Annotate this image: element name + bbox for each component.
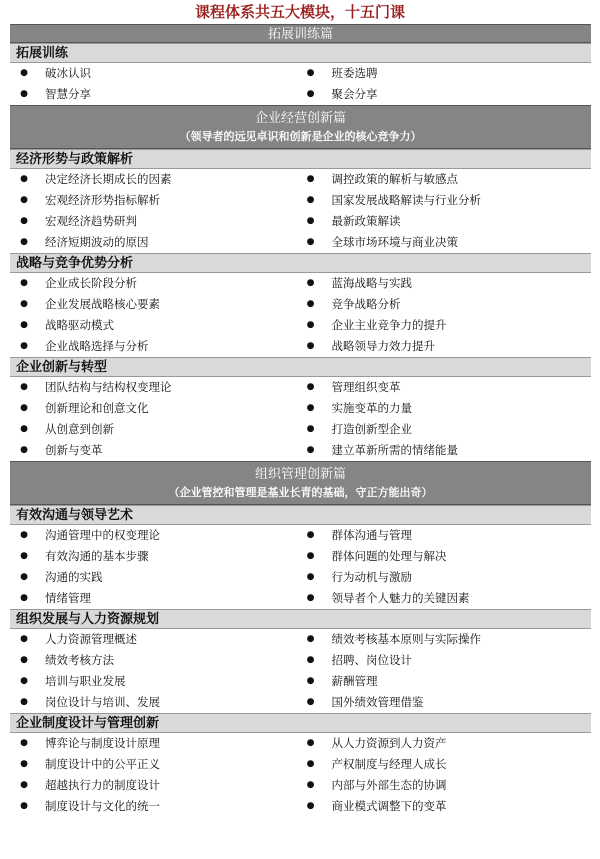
bullet-icon: ● — [306, 89, 315, 99]
course-document — [10, 24, 591, 817]
section-title: 组织管理创新篇 — [254, 467, 346, 482]
course-item-label: 领导者个人魅力的关键因素 — [331, 591, 470, 605]
course-item-label: 管理组织变革 — [331, 380, 401, 394]
bullet-icon: ● — [20, 382, 28, 392]
bullet-icon: ● — [306, 216, 315, 226]
course-item-label: 有效沟通的基本步骤 — [45, 549, 149, 563]
course-item — [10, 336, 301, 357]
course-item-label: 产权制度与经理人成长 — [331, 757, 447, 771]
course-item — [10, 211, 301, 232]
bullet-icon: ● — [306, 738, 315, 748]
bullet-icon: ● — [20, 634, 28, 644]
course-item-label: 绩效考核基本原则与实际操作 — [331, 632, 481, 646]
course-item-label: 团队结构与结构权变理论 — [45, 380, 172, 394]
course-item-label: 招聘、岗位设计 — [331, 653, 412, 667]
bullet-icon: ● — [306, 551, 315, 561]
course-item — [10, 692, 301, 713]
section-title: 企业经营创新篇 — [254, 111, 346, 126]
course-item — [10, 796, 301, 817]
module-item-list — [10, 629, 591, 713]
course-item-label: 战略驱动模式 — [45, 318, 114, 332]
course-item-label: 决定经济长期成长的因素 — [45, 172, 172, 186]
course-item-label: 情绪管理 — [45, 591, 91, 605]
bullet-icon: ● — [20, 551, 28, 561]
course-item — [10, 671, 301, 692]
course-item — [301, 567, 592, 588]
bullet-icon: ● — [306, 68, 315, 78]
course-item — [301, 419, 592, 440]
course-item — [10, 190, 301, 211]
course-item — [301, 211, 592, 232]
module-item-list — [10, 733, 591, 817]
module-item-list — [10, 169, 591, 253]
course-item — [10, 169, 301, 190]
bullet-icon: ● — [306, 530, 315, 540]
course-item-label: 制度设计与文化的统一 — [45, 799, 160, 813]
bullet-icon: ● — [306, 278, 315, 288]
course-item-label: 班委选聘 — [331, 66, 378, 80]
course-item — [301, 671, 592, 692]
course-item-label: 建立革新所需的情绪能量 — [331, 443, 458, 457]
module-item-list — [10, 377, 591, 461]
course-item — [10, 273, 301, 294]
course-item-label: 国家发展战略解读与行业分析 — [331, 193, 481, 207]
course-item — [10, 232, 301, 253]
course-item — [301, 315, 592, 336]
course-item-label: 创新理论和创意文化 — [45, 401, 149, 415]
course-item-label: 打造创新型企业 — [331, 422, 412, 436]
course-item-label: 宏观经济形势指标解析 — [45, 193, 160, 207]
course-item — [10, 567, 301, 588]
course-item-label: 群体问题的处理与解决 — [331, 549, 447, 563]
module-item-list — [10, 273, 591, 357]
bullet-icon: ● — [20, 403, 28, 413]
course-item-label: 蓝海战略与实践 — [331, 276, 412, 290]
course-item — [10, 315, 301, 336]
bullet-icon: ● — [20, 89, 28, 99]
course-item-label: 最新政策解读 — [331, 214, 401, 228]
module-item-list — [10, 525, 591, 609]
course-item — [301, 588, 592, 609]
course-item — [301, 84, 592, 105]
course-item-label: 调控政策的解析与敏感点 — [331, 172, 458, 186]
course-item-label: 行为动机与激励 — [331, 570, 412, 584]
bullet-icon: ● — [306, 593, 315, 603]
section-banner — [10, 461, 591, 505]
bullet-icon: ● — [20, 759, 28, 769]
course-item-label: 岗位设计与培训、发展 — [45, 695, 160, 709]
course-item-label: 企业发展战略核心要素 — [45, 297, 160, 311]
course-item — [301, 273, 592, 294]
course-item — [301, 190, 592, 211]
bullet-icon: ● — [20, 593, 28, 603]
bullet-icon: ● — [306, 697, 315, 707]
bullet-icon: ● — [306, 237, 315, 247]
course-item-label: 全球市场环境与商业决策 — [331, 235, 458, 249]
course-item-label: 企业成长阶段分析 — [45, 276, 137, 290]
bullet-icon: ● — [20, 174, 28, 184]
bullet-icon: ● — [20, 237, 28, 247]
course-item-label: 从人力资源到人力资产 — [331, 736, 447, 750]
course-item — [10, 294, 301, 315]
course-item — [301, 398, 592, 419]
course-item-label: 创新与变革 — [45, 443, 103, 457]
course-item — [10, 419, 301, 440]
bullet-icon: ● — [20, 341, 28, 351]
course-item — [301, 546, 592, 567]
course-item-label: 企业主业竞争力的提升 — [331, 318, 447, 332]
course-item-label: 薪酬管理 — [331, 674, 378, 688]
course-item-label: 人力资源管理概述 — [45, 632, 137, 646]
section-banner — [10, 24, 591, 43]
course-item — [10, 754, 301, 775]
bullet-icon: ● — [20, 320, 28, 330]
course-item-label: 破冰认识 — [45, 66, 91, 80]
bullet-icon: ● — [306, 382, 315, 392]
course-item-label: 从创意到创新 — [45, 422, 114, 436]
bullet-icon: ● — [20, 278, 28, 288]
bullet-icon: ● — [306, 341, 315, 351]
bullet-icon: ● — [306, 759, 315, 769]
bullet-icon: ● — [306, 195, 315, 205]
course-item-label: 超越执行力的制度设计 — [45, 778, 160, 792]
module-header: 战略与竞争优势分析 — [10, 253, 591, 273]
bullet-icon: ● — [306, 780, 315, 790]
bullet-icon: ● — [20, 738, 28, 748]
module-header: 有效沟通与领导艺术 — [10, 505, 591, 525]
course-item — [301, 796, 592, 817]
course-item — [301, 733, 592, 754]
course-item — [301, 650, 592, 671]
section-banner — [10, 105, 591, 149]
bullet-icon: ● — [20, 299, 28, 309]
course-item — [10, 440, 301, 461]
section-subtitle: （企业管控和管理是基业长青的基础，守正方能出奇） — [168, 486, 433, 499]
course-item-label: 经济短期波动的原因 — [45, 235, 149, 249]
bullet-icon: ● — [306, 655, 315, 665]
course-item — [10, 377, 301, 398]
module-header: 企业创新与转型 — [10, 357, 591, 377]
bullet-icon: ● — [20, 801, 28, 811]
bullet-icon: ● — [20, 676, 28, 686]
course-item-label: 制度设计中的公平正义 — [45, 757, 160, 771]
bullet-icon: ● — [306, 801, 315, 811]
course-item — [301, 294, 592, 315]
course-item — [301, 440, 592, 461]
course-item — [10, 63, 301, 84]
course-item-label: 聚会分享 — [331, 87, 378, 101]
course-item-label: 培训与职业发展 — [45, 674, 126, 688]
bullet-icon: ● — [306, 634, 315, 644]
course-item — [10, 84, 301, 105]
course-item-label: 战略领导力效力提升 — [331, 339, 435, 353]
course-item-label: 宏观经济趋势研判 — [45, 214, 137, 228]
course-item-label: 国外绩效管理借鉴 — [331, 695, 424, 709]
bullet-icon: ● — [306, 424, 315, 434]
section-title: 拓展训练篇 — [267, 27, 333, 42]
course-item-label: 实施变革的力量 — [331, 401, 412, 415]
bullet-icon: ● — [306, 445, 315, 455]
course-item — [301, 692, 592, 713]
course-item-label: 绩效考核方法 — [45, 653, 114, 667]
bullet-icon: ● — [20, 424, 28, 434]
bullet-icon: ● — [306, 299, 315, 309]
module-item-list — [10, 63, 591, 105]
bullet-icon: ● — [20, 697, 28, 707]
course-item-label: 内部与外部生态的协调 — [331, 778, 447, 792]
course-item-label: 沟通的实践 — [45, 570, 103, 584]
bullet-icon: ● — [20, 780, 28, 790]
module-header: 企业制度设计与管理创新 — [10, 713, 591, 733]
page-title: 课程体系共五大模块，十五门课 — [194, 3, 405, 21]
bullet-icon: ● — [20, 445, 28, 455]
course-item — [10, 588, 301, 609]
course-item — [10, 546, 301, 567]
course-item — [301, 336, 592, 357]
bullet-icon: ● — [20, 195, 28, 205]
bullet-icon: ● — [306, 403, 315, 413]
bullet-icon: ● — [20, 530, 28, 540]
course-item — [10, 629, 301, 650]
course-item-label: 沟通管理中的权变理论 — [45, 528, 160, 542]
bullet-icon: ● — [20, 572, 28, 582]
course-item-label: 博弈论与制度设计原理 — [45, 736, 160, 750]
course-item — [301, 63, 592, 84]
course-item — [301, 377, 592, 398]
bullet-icon: ● — [306, 572, 315, 582]
course-item-label: 智慧分享 — [45, 87, 91, 101]
course-item — [301, 754, 592, 775]
course-item — [301, 169, 592, 190]
course-item-label: 竞争战略分析 — [331, 297, 401, 311]
bullet-icon: ● — [20, 68, 28, 78]
course-item — [10, 733, 301, 754]
course-item — [10, 398, 301, 419]
module-header: 经济形势与政策解析 — [10, 149, 591, 169]
course-item — [301, 629, 592, 650]
bullet-icon: ● — [306, 174, 315, 184]
bullet-icon: ● — [20, 216, 28, 226]
course-item-label: 商业模式调整下的变革 — [331, 799, 447, 813]
module-header: 组织发展与人力资源规划 — [10, 609, 591, 629]
course-item-label: 企业战略选择与分析 — [45, 339, 149, 353]
module-header: 拓展训练 — [10, 43, 591, 63]
bullet-icon: ● — [20, 655, 28, 665]
course-item — [301, 232, 592, 253]
course-item-label: 群体沟通与管理 — [331, 528, 412, 542]
course-item — [301, 775, 592, 796]
bullet-icon: ● — [306, 320, 315, 330]
course-item — [10, 775, 301, 796]
bullet-icon: ● — [306, 676, 315, 686]
course-item — [10, 525, 301, 546]
course-item — [301, 525, 592, 546]
course-item — [10, 650, 301, 671]
section-subtitle: （领导者的远见卓识和创新是企业的核心竞争力） — [179, 130, 422, 143]
